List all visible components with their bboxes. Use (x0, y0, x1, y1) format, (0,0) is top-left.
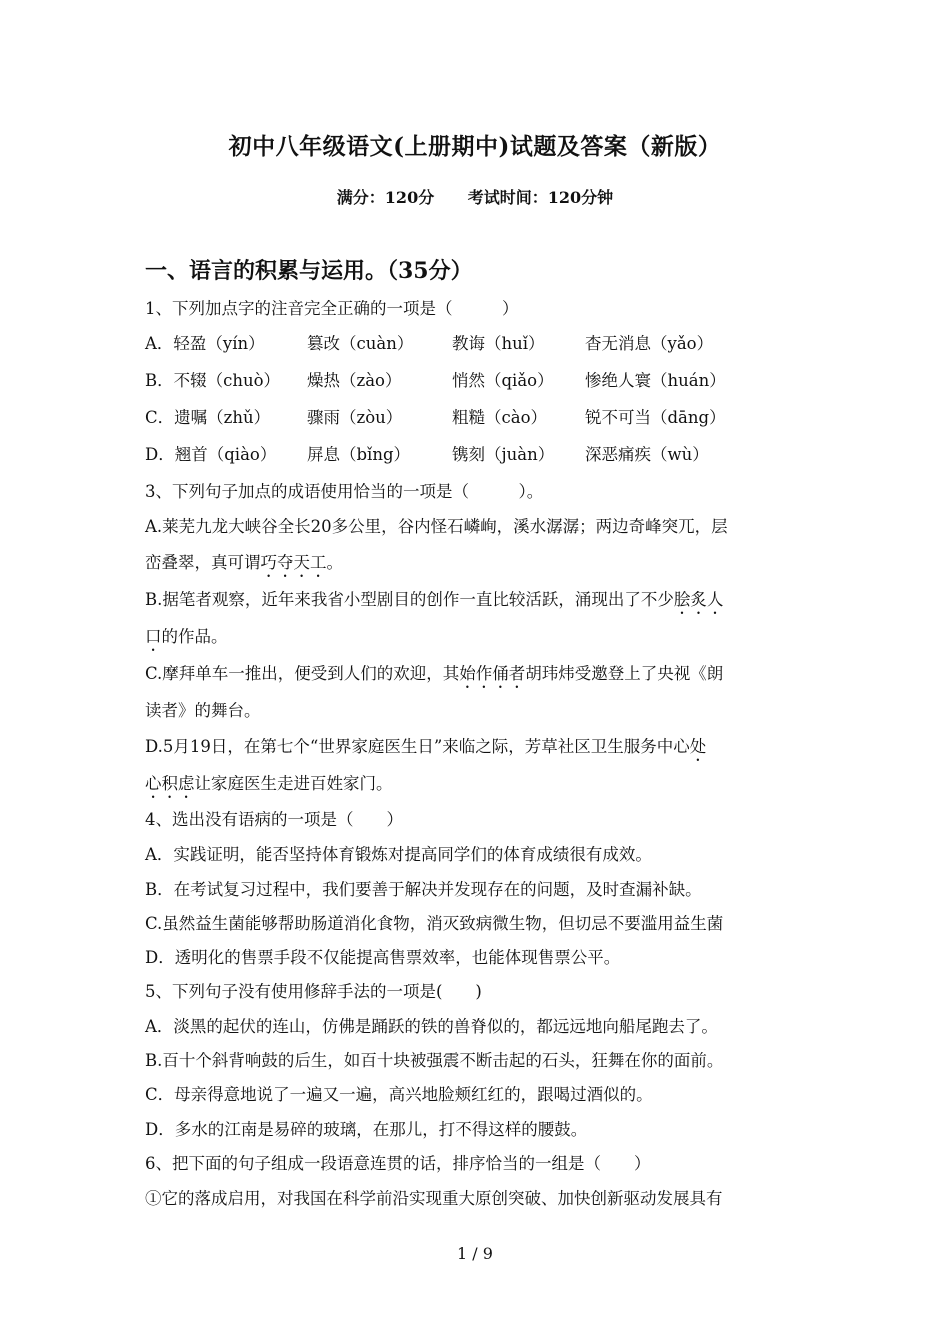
option-item: 杳无消息（yǎo） (585, 334, 714, 353)
dotted-idiom: 巧夺天工 (260, 553, 327, 572)
question-5-option-d: D．多水的江南是易碎的玻璃，在那儿，打不得这样的腰鼓。 (145, 1120, 588, 1139)
option-item: 燥热（zào） (307, 371, 402, 390)
option-item: A．轻盈（yín） (145, 334, 265, 353)
question-3-option-b-line2 (145, 623, 825, 655)
option-item: 骤雨（zòu） (307, 408, 403, 427)
option-item: B．不辍（chuò） (145, 371, 281, 390)
text-run: 的作品。 (161, 627, 228, 646)
question-3-option-a-line1: A.莱芜九龙大峡谷全长20多公里，谷内怪石嶙峋，溪水潺潺；两边奇峰突兀，层 (145, 517, 728, 536)
question-1-stem: 1、下列加点字的注音完全正确的一项是（ ） (145, 299, 519, 318)
full-score: 满分：120分 (336, 188, 435, 207)
section-heading: 一、语言的积累与运用。（35分） (145, 258, 473, 284)
option-item: C．遗嘱（zhǔ） (145, 408, 271, 427)
option-item: 镌刻（juàn） (452, 445, 555, 464)
question-5-option-c: C．母亲得意地说了一遍又一遍，高兴地脸颊红红的，跟喝过酒似的。 (145, 1085, 653, 1104)
option-item: 粗糙（cào） (452, 408, 548, 427)
text-run: 让家庭医生走进百姓家门。 (194, 774, 393, 793)
option-item: 深恶痛疾（wù） (585, 445, 709, 464)
question-5-stem: 5、下列句子没有使用修辞手法的一项是( ) (145, 982, 482, 1001)
page-title: 初中八年级语文(上册期中)试题及答案（新版） (228, 133, 722, 160)
question-6-stem: 6、把下面的句子组成一段语意连贯的话，排序恰当的一组是（ ） (145, 1154, 651, 1173)
option-item: 教诲（huǐ） (452, 334, 545, 353)
dotted-idiom: 始作俑者 (459, 664, 526, 683)
question-5-option-b: B.百十个斜背响鼓的后生，如百十块被强震不断击起的石头，狂舞在你的面前。 (145, 1051, 724, 1070)
exam-info (0, 185, 950, 208)
option-item: 篡改（cuàn） (307, 334, 414, 353)
text-run: D.5月19日，在第七个“世界家庭医生日”来临之际，芳草社区卫生服务中心 (145, 737, 690, 756)
question-4-option-a: A．实践证明，能否坚持体育锻炼对提高同学们的体育成绩很有成效。 (145, 845, 652, 864)
question-3-option-d-line1 (145, 733, 825, 765)
dotted-idiom: 脍炙人 (673, 590, 724, 609)
page-number: 1 / 9 (457, 1244, 493, 1263)
dotted-idiom: 口 (145, 627, 162, 646)
text-run: 。 (326, 553, 343, 572)
option-item: 悄然（qiǎo） (452, 371, 554, 390)
dotted-idiom: 心积虑 (145, 774, 195, 793)
dotted-idiom: 处 (689, 737, 707, 756)
exam-time: 考试时间：120分钟 (467, 188, 614, 207)
option-item: 屏息（bǐng） (307, 445, 411, 464)
question-3-option-d-line2 (145, 770, 825, 802)
question-4-option-b: B．在考试复习过程中，我们要善于解决并发现存在的问题，及时查漏补缺。 (145, 880, 702, 899)
question-3-stem: 3、下列句子加点的成语使用恰当的一项是（ ）。 (145, 482, 544, 501)
text-run: 峦叠翠，真可谓 (145, 553, 261, 572)
text-run: B.据笔者观察，近年来我省小型剧目的创作一直比较活跃，涌现出了不少 (145, 590, 674, 609)
option-item: 锐不可当（dāng） (585, 408, 726, 427)
option-item: 惨绝人寰（huán） (585, 371, 726, 390)
question-3-option-c-line2: 读者》的舞台。 (145, 701, 261, 720)
question-3-option-b-line1 (145, 586, 825, 618)
text-run: C.摩拜单车一推出，便受到人们的欢迎，其 (145, 664, 460, 683)
option-item: D．翘首（qiào） (145, 445, 277, 464)
question-3-option-a-line2 (145, 549, 825, 581)
question-5-option-a: A．淡黑的起伏的连山，仿佛是踊跃的铁的兽脊似的，都远远地向船尾跑去了。 (145, 1017, 718, 1036)
question-4-stem: 4、选出没有语病的一项是（ ） (145, 810, 403, 829)
question-3-option-c-line1 (145, 660, 825, 692)
question-4-option-c: C.虽然益生菌能够帮助肠道消化食物，消灭致病微生物，但切忌不要滥用益生菌 (145, 914, 724, 933)
question-6-sentence-1: ①它的落成启用，对我国在科学前沿实现重大原创突破、加快创新驱动发展具有 (145, 1189, 723, 1208)
question-4-option-d: D．透明化的售票手段不仅能提高售票效率，也能体现售票公平。 (145, 948, 621, 967)
text-run: 胡玮炜受邀登上了央视《朗 (525, 664, 724, 683)
